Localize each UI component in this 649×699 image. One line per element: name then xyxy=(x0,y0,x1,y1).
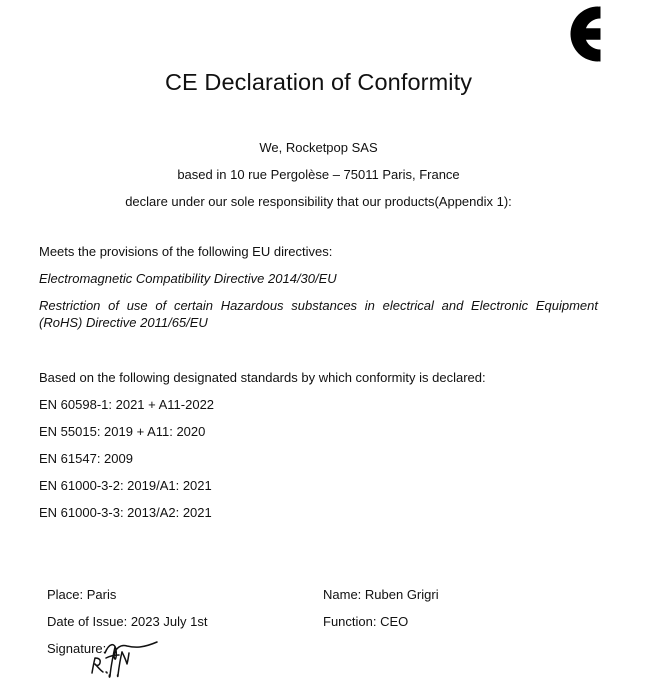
name-field: Name: Ruben Grigri xyxy=(323,587,439,602)
standard-item: EN 61000-3-3: 2013/A2: 2021 xyxy=(39,505,212,520)
date-of-issue-field: Date of Issue: 2023 July 1st xyxy=(47,614,208,629)
declarant-address: based in 10 rue Pergolèse – 75011 Paris, France xyxy=(177,167,460,182)
directive-item-line: (RoHS) Directive 2011/65/EU xyxy=(39,315,208,330)
standard-item: EN 61000-3-2: 2019/A1: 2021 xyxy=(39,478,212,493)
directives-section xyxy=(39,243,598,340)
standard-item: EN 60598-1: 2021 + A11-2022 xyxy=(39,397,215,412)
footer-row xyxy=(39,586,598,613)
directives-lead: Meets the provisions of the following EU directives: xyxy=(39,244,333,259)
signature-block xyxy=(39,586,598,667)
footer-row xyxy=(39,640,598,667)
directive-item xyxy=(39,297,598,331)
standard-item: EN 61547: 2009 xyxy=(39,451,133,466)
footer-row xyxy=(39,613,598,640)
page-title: CE Declaration of Conformity xyxy=(164,69,473,95)
standard-item: EN 55015: 2019 + A11: 2020 xyxy=(39,424,206,439)
standards-lead: Based on the following designated standards by which conformity is declared: xyxy=(39,370,486,385)
declarant-company: We, Rocketpop SAS xyxy=(259,140,378,155)
directive-item: Electromagnetic Compatibility Directive 2014/30/EU xyxy=(39,271,337,286)
function-field: Function: CEO xyxy=(323,614,409,629)
handwritten-signature-icon xyxy=(91,634,221,674)
standards-section xyxy=(39,369,598,531)
directive-item-line: Restriction of use of certain Hazardous substances in electrical and Electronic Equipment xyxy=(39,298,598,313)
declarant-block xyxy=(39,134,598,215)
declaration-statement: declare under our sole responsibility that our products(Appendix 1): xyxy=(125,194,512,209)
signature-label: Signature: xyxy=(47,641,107,656)
ce-mark-icon xyxy=(548,4,649,64)
place-field: Place: Paris xyxy=(47,587,117,602)
